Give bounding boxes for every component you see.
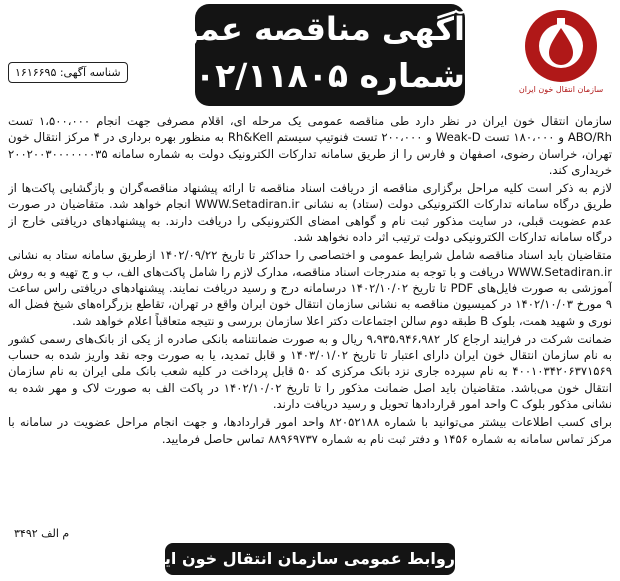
organization-logo <box>516 8 606 106</box>
logo-caption: سازمان انتقال خون ایران <box>518 85 604 94</box>
blood-drop-logo-icon <box>523 8 599 84</box>
paragraph: سازمان انتقال خون ایران در نظر دارد طی مناقصه عمومی یک مرحله ای، اقلام مصرفی جهت انجام ۱،۵۰۰،۰۰۰ تست ABO/Rh و ۱۸۰،۰۰۰ تست Weak-D و ۲۰۰،۰۰۰ تست فنوتیپ سیستم Rh&Kell به منظور بهره برداری در ۴ مرکز انتقال خون تهران، خراسان رضوی، اصفهان و فارس را از طریق سامانه تدارکات الکترونیک دولت به شماره سامانه ۲۰۰۲۰۰۳۰۰۰۰۰۰۰۳۵ خریداری کند. <box>8 114 612 177</box>
announcement-body <box>8 113 612 523</box>
header <box>0 0 620 112</box>
paragraph: لازم به ذکر است کلیه مراحل برگزاری مناقصه از دریافت اسناد مناقصه تا ارائه پیشنهاد مناقصه‌گران و بازگشایی پاکت‌ها از طریق درگاه سامانه تدارکات الکترونیکی دولت (ستاد) به نشانی WWW.Setadiran.ir انجام خواهد شد. متقاضیان در صورت عدم عضویت قبلی، در سایت مذکور ثبت نام و گواهی امضای الکترونیکی را دریافت دارند. به پیشنهادهای دریافتی خارج از درگاه سامانه تدارکات الکترونیکی دولت ترتیب اثر داده نخواهد شد. <box>8 181 612 245</box>
paragraph: برای کسب اطلاعات بیشتر می‌توانید با شماره ۸۲۰۵۲۱۸۸ واحد امور قراردادها، و جهت انجام مراحل عضویت در سامانه با مرکز تماس سامانه به شماره ۱۴۵۶ و دفتر ثبت نام به شماره ۸۸۹۶۹۷۳۷ تماس حاصل فرمایید. <box>8 415 612 446</box>
paragraph: ضمانت شرکت در فرایند ارجاع کار ۹،۹۳۵،۹۴۶،۹۸۲ ریال و به صورت ضمانتنامه بانکی صادره از یکی از بانک‌های رسمی کشور به نام سازمان انتقال خون ایران دارای اعتبار تا تاریخ ۱۴۰۳/۰۱/۰۲ و قابل تمدید، یا به صورت وجه نقد واریز شده به حساب ۴۰۰۱۰۳۴۲۰۶۳۷۱۵۶۹ به نام سپرده جاری نزد بانک مرکزی کد ۵۰ قابل پرداخت در کلیه شعب بانک ملی ایران به نام سازمان انتقال خون می‌باشد. متقاضیان باید اصل ضمانت مذکور را تا تاریخ ۱۴۰۲/۱۰/۰۲ در پاکت الف به صورت لاک و مهر شده به نشانی مذکور بلوک C واحد امور قراردادها تحویل و رسید دریافت دارند. <box>8 331 612 412</box>
page-title: آگهی مناقصه عمومی <box>127 10 465 48</box>
title-banner <box>127 4 465 106</box>
ad-id-box: شناسه آگهی: ۱۶۱۶۶۹۵ <box>8 62 128 83</box>
publisher-banner: روابط عمومی سازمان انتقال خون ایران <box>165 543 455 575</box>
tender-number: شماره ۱۴۰۲/۱۱۸۰۵ <box>154 56 465 95</box>
reference-code: م الف ۳۴۹۲ <box>14 527 70 540</box>
paragraph: متقاضیان باید اسناد مناقصه شامل شرایط عمومی و اختصاصی را حداکثر تا تاریخ ۱۴۰۲/۰۹/۲۲ ازطریق سامانه ستاد به نشانی WWW.Setadiran.ir دریافت و با توجه به مندرجات اسناد مناقصه، مدارک لازم را شامل پاکت‌های الف، ب و ج تهیه و به روش آموزشی به صورت فایل‌های PDF تا تاریخ ۱۴۰۲/۱۰/۰۲ درسامانه درج و رسید دریافت نمایند. پیشنهادهای دریافتی راس ساعت ۹ مورخ ۱۴۰۲/۱۰/۰۳ در کمیسیون مناقصه به نشانی سازمان انتقال خون ایران واقع در تهران، تقاطع بزرگراه‌های شیخ فضل اله نوری و شهید همت، بلوک B طبقه دوم سالن اجتماعات دکتر اعلا سازمان بررسی و نتیجه متعاقباً اعلام خواهد شد. <box>8 248 612 328</box>
